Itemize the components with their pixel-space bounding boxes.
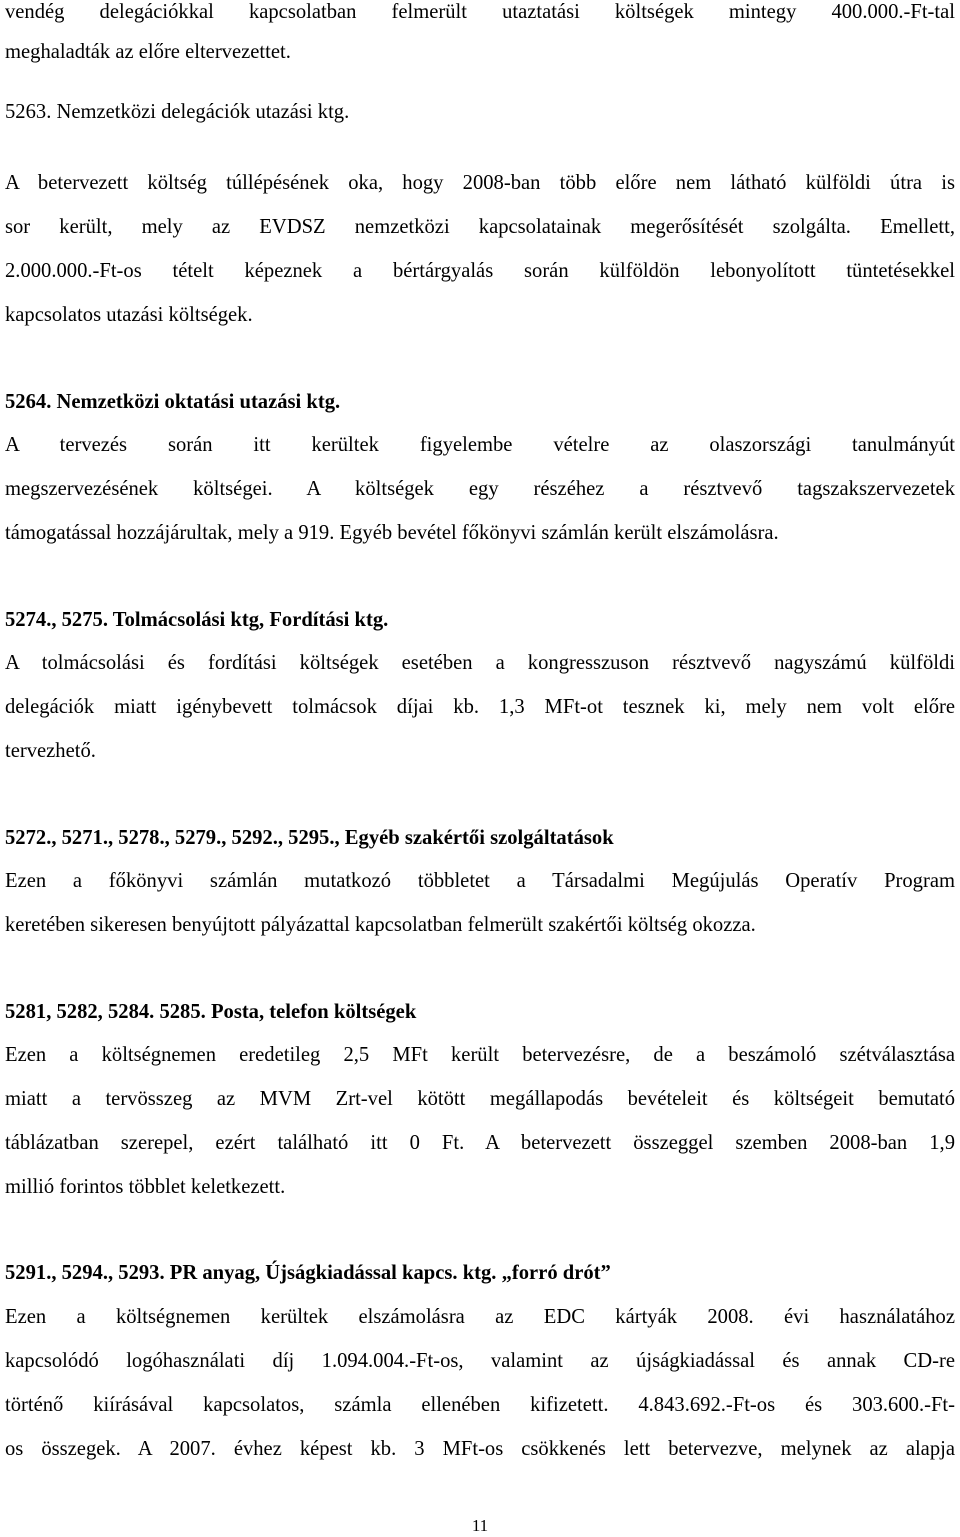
- paragraph-line: táblázatban szerepel, ezért található itt 0 Ft. A betervezett összeggel szemben 2008-ban 1,9: [5, 1132, 955, 1154]
- paragraph-line: Ezen a főkönyvi számlán mutatkozó többletet a Társadalmi Megújulás Operatív Program: [5, 870, 955, 892]
- paragraph-line: tervezhető.: [5, 740, 96, 762]
- section-heading: 5291., 5294., 5293. PR anyag, Újságkiadással kapcs. ktg. „forró drót”: [5, 1262, 611, 1284]
- section-heading: 5264. Nemzetközi oktatási utazási ktg.: [5, 391, 341, 413]
- paragraph-line: vendég delegációkkal kapcsolatban felmerült utaztatási költségek mintegy 400.000.-Ft-tal: [5, 1, 955, 23]
- paragraph-line: támogatással hozzájárultak, mely a 919. Egyéb bevétel főkönyvi számlán került elszámolásra.: [5, 522, 779, 544]
- page-number: 11: [471, 1516, 489, 1535]
- paragraph-line: 2.000.000.-Ft-os tételt képeznek a bértárgyalás során külföldön lebonyolított tüntetésekkel: [5, 260, 955, 282]
- paragraph-line: keretében sikeresen benyújtott pályázattal kapcsolatban felmerült szakértői költség okozza.: [5, 914, 756, 936]
- paragraph-line: A betervezett költség túllépésének oka, hogy 2008-ban több előre nem látható külföldi útra is: [5, 172, 955, 194]
- paragraph-line: os összegek. A 2007. évhez képest kb. 3 MFt-os csökkenés lett betervezve, melynek az alapja: [5, 1438, 955, 1460]
- paragraph-line: meghaladták az előre eltervezettet.: [5, 41, 291, 63]
- paragraph-line: millió forintos többlet keletkezett.: [5, 1176, 286, 1198]
- section-heading: 5274., 5275. Tolmácsolási ktg, Fordítási ktg.: [5, 609, 389, 631]
- paragraph-line: sor került, mely az EVDSZ nemzetközi kapcsolatainak megerősítését szolgálta. Emellett,: [5, 216, 955, 238]
- paragraph-line: kapcsolatos utazási költségek.: [5, 304, 253, 326]
- paragraph-line: A tolmácsolási és fordítási költségek esetében a kongresszuson résztvevő nagyszámú külföldi: [5, 652, 955, 674]
- section-heading: 5263. Nemzetközi delegációk utazási ktg.: [5, 101, 350, 123]
- paragraph-line: Ezen a költségnemen eredetileg 2,5 MFt került betervezésre, de a beszámoló szétválasztása: [5, 1044, 955, 1066]
- paragraph-line: megszervezésének költségei. A költségek egy részéhez a résztvevő tagszakszervezetek: [5, 478, 955, 500]
- paragraph-line: kapcsolódó logóhasználati díj 1.094.004.-Ft-os, valamint az újságkiadással és annak CD-re: [5, 1350, 955, 1372]
- section-heading: 5272., 5271., 5278., 5279., 5292., 5295., Egyéb szakértői szolgáltatások: [5, 827, 614, 849]
- paragraph-line: delegációk miatt igénybevett tolmácsok díjai kb. 1,3 MFt-ot tesznek ki, mely nem volt előre: [5, 696, 955, 718]
- paragraph-line: miatt a tervösszeg az MVM Zrt-vel kötött megállapodás bevételeit és költségeit bemutató: [5, 1088, 955, 1110]
- section-heading: 5281, 5282, 5284. 5285. Posta, telefon költségek: [5, 1001, 417, 1023]
- paragraph-line: Ezen a költségnemen kerültek elszámolásra az EDC kártyák 2008. évi használatához: [5, 1306, 955, 1328]
- paragraph-line: A tervezés során itt kerültek figyelembe vételre az olaszországi tanulmányút: [5, 434, 955, 456]
- paragraph-line: történő kiírásával kapcsolatos, számla ellenében kifizetett. 4.843.692.-Ft-os és 303.600.-Ft-: [5, 1394, 955, 1416]
